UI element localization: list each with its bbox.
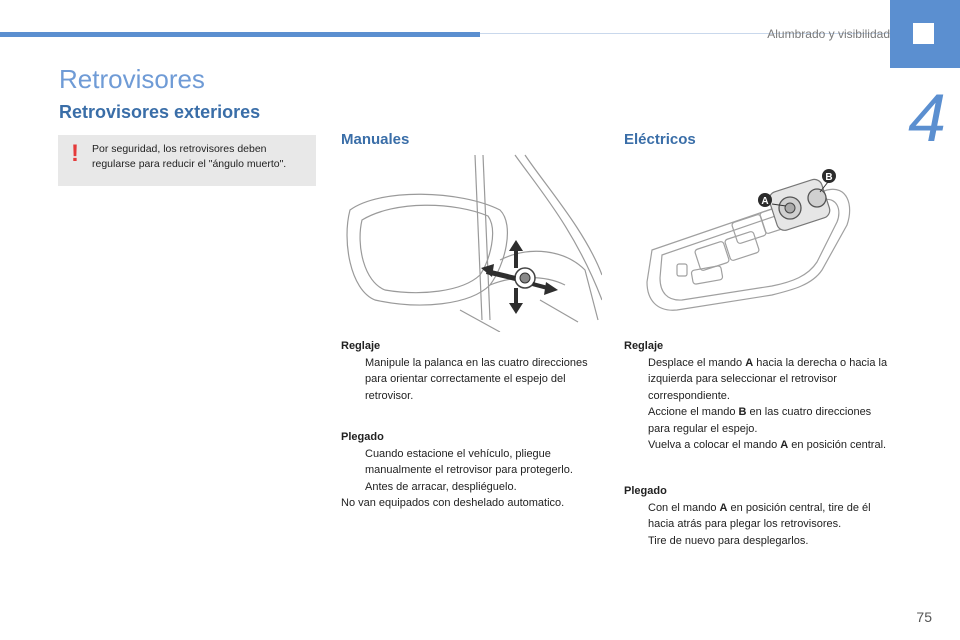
manual-heading: Manuales <box>341 131 410 148</box>
electric-reglaje-label: Reglaje <box>624 340 664 352</box>
section-header: Alumbrado y visibilidad <box>767 27 890 41</box>
manual-plegado-block <box>341 429 603 512</box>
item-text: Con el mando <box>648 501 720 514</box>
manual-reglaje-text: Manipule la palanca en las cuatro direcciones para orientar correctamente el espejo del retrovisor. <box>365 356 588 402</box>
manual-mirror-illustration <box>340 150 602 332</box>
item-text: en posición central, tire de él hacia atrás para plegar los retrovisores. <box>648 501 871 530</box>
list-item <box>624 355 894 405</box>
list-item <box>624 404 894 437</box>
list-item <box>624 437 894 454</box>
item-text: hacia la derecha o hacia la izquierda para seleccionar el retrovisor correspondiente. <box>648 356 888 402</box>
electric-reglaje-block <box>624 338 894 454</box>
item-text: en las cuatro direcciones para regular el espejo. <box>648 406 872 435</box>
page-title: Retrovisores <box>59 64 205 94</box>
item-text: Accione el mando <box>648 406 739 418</box>
electric-plegado-block <box>624 483 894 549</box>
list-item <box>341 355 603 405</box>
electric-switch-illustration <box>622 160 862 330</box>
manual-plegado-text-1: Cuando estacione el vehículo, pliegue manualmente el retrovisor para protegerlo. <box>365 447 573 476</box>
list-item <box>624 533 894 550</box>
electric-plegado-label: Plegado <box>624 485 667 497</box>
manual-reglaje-label: Reglaje <box>341 340 381 352</box>
manual-reglaje-block <box>341 338 603 404</box>
page-number: 75 <box>916 609 932 625</box>
manual-plegado-text-2: Antes de arracar, despliéguelo. <box>365 480 517 493</box>
list-item <box>341 446 603 479</box>
page-subtitle: Retrovisores exteriores <box>59 102 261 122</box>
manual-plegado-label: Plegado <box>341 431 384 443</box>
item-key: B <box>738 406 747 418</box>
warning-text: Por seguridad, los retrovisores deben regularse para reducir el "ángulo muerto". <box>92 143 287 170</box>
electric-heading: Eléctricos <box>624 131 696 148</box>
callout-b-label: B <box>825 172 833 183</box>
item-text: Vuelva a colocar el mando <box>648 439 781 451</box>
warning-box <box>58 135 316 186</box>
item-key: A <box>719 501 728 514</box>
callout-b-icon <box>820 169 836 192</box>
item-key: A <box>745 356 754 369</box>
callout-a-label: A <box>761 196 769 207</box>
adjust-lever-icon <box>515 268 535 288</box>
item-text: Tire de nuevo para desplegarlos. <box>648 534 809 547</box>
header-bar <box>0 32 480 37</box>
item-text: Desplace el mando <box>648 356 746 369</box>
chapter-number: 4 <box>908 80 946 156</box>
warning-icon: ! <box>71 140 79 167</box>
chapter-tab <box>890 0 960 68</box>
manual-plegado-note: No van equipados con deshelado automatico. <box>341 497 565 509</box>
item-text: en posición central. <box>788 439 887 451</box>
list-item <box>624 500 894 533</box>
item-key: A <box>780 439 789 451</box>
list-item <box>341 479 603 496</box>
tab-square-icon <box>913 23 934 44</box>
